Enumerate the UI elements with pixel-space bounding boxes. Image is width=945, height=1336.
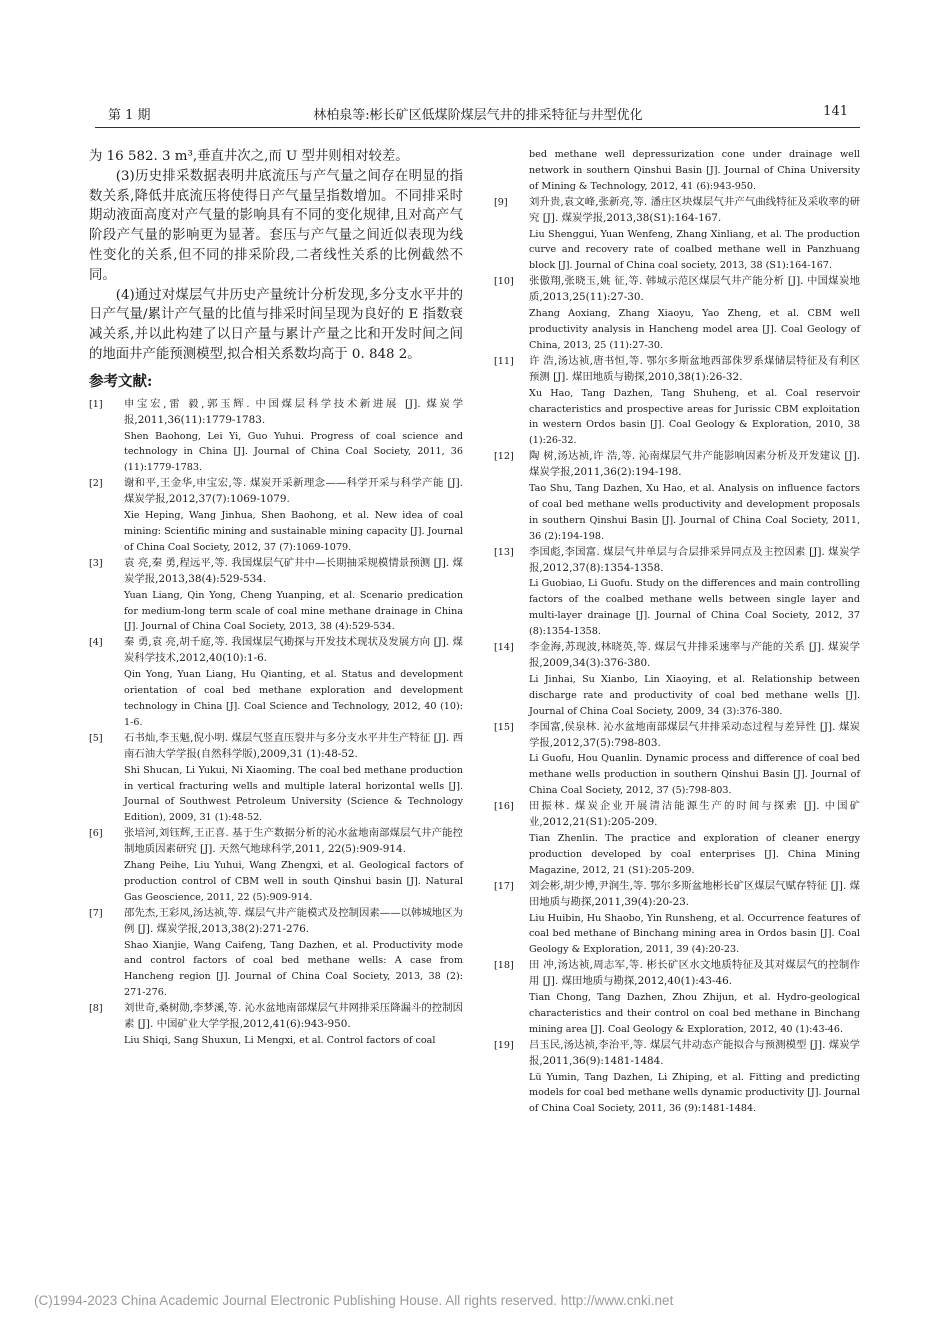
reference-text [529, 720, 860, 800]
header-rule [95, 127, 860, 128]
reference-entry [89, 731, 463, 826]
reference-text [124, 1001, 463, 1049]
reference-entry [89, 1001, 463, 1049]
reference-entry [494, 720, 860, 800]
reference-entry [494, 1038, 860, 1118]
reference-chinese: 张傲翔,张晓玉,姚 征,等. 韩城示范区煤层气井产能分析 [J]. 中国煤炭地质,2013,25(11):27-30. [529, 275, 860, 304]
reference-text [529, 449, 860, 544]
reference-number: [6] [89, 828, 103, 840]
reference-list-right [494, 195, 860, 1118]
reference-text [124, 556, 463, 636]
reference-text [529, 195, 860, 275]
reference-english: Shen Baohong, Lei Yi, Guo Yuhui. Progress of coal science and technology in China [J]. Journal of China Coal Society, 2011, 36 (11):1779-1783. [124, 430, 463, 474]
body-paragraph: (4)通过对煤层气井历史产量统计分析发现,多分支水平井的日产气量/累计产气量的比值与排采时间呈现为良好的 E 指数衰减关系,并以此构建了以日产量与累计产量之比和开发时间之间的地面井产能预测模型,拟合相关系数均高于 0. 848 2。 [89, 287, 463, 362]
reference-continuation: bed methane well depressurization cone under drainage well network in southern Qinshui Basin [J]. Journal of China University of Mining & Technology, 2012, 41 (6):943-950. [529, 149, 860, 192]
reference-english: Li Guofu, Hou Quanlin. Dynamic process and difference of coal bed methane wells production in southern Qinshui Basin [J]. Journal of China Coal Society, 2012, 37 (5):798-803. [529, 753, 860, 797]
reference-entry [494, 799, 860, 879]
reference-entry [494, 879, 860, 959]
reference-text [529, 545, 860, 640]
reference-chinese: 申宝宏,雷 毅,郭玉辉. 中国煤层科学技术新进展 [J]. 煤炭学报,2011,36(11):1779-1783. [124, 397, 463, 426]
reference-text [124, 635, 463, 730]
reference-number: [14] [494, 642, 514, 654]
reference-english: Liu Shiqi, Sang Shuxun, Li Mengxi, et al. Control factors of coal [124, 1035, 436, 1047]
reference-number: [10] [494, 276, 514, 288]
reference-chinese: 吕玉民,汤达祯,李治平,等. 煤层气井动态产能拟合与预测模型 [J]. 煤炭学报,2011,36(9):1481-1484. [529, 1038, 860, 1067]
reference-chinese: 秦 勇,袁 亮,胡千庭,等. 我国煤层气勘探与开发技术现状及发展方向 [J]. 煤炭科学技术,2012,40(10):1-6. [124, 636, 463, 665]
reference-number: [8] [89, 1003, 103, 1015]
reference-entry [494, 958, 860, 1038]
reference-english: Xie Heping, Wang Jinhua, Shen Baohong, et al. New idea of coal mining: Scientific mining and sustainable mining capacity [J]. Journal of China Coal Society, 2012, 37 (7):1069-1079. [124, 510, 463, 553]
reference-english: Liu Shenggui, Yuan Wenfeng, Zhang Xinliang, et al. The production curve and recovery rate of coalbed methane well in Panzhuang block [J]. Journal of China coal society, 2013, 38 (S1):164-167. [529, 228, 860, 272]
reference-entry [494, 545, 860, 640]
reference-chinese: 田振林. 煤炭企业开展清洁能源生产的时间与探索 [J]. 中国矿业,2012,21(S1):205-209. [529, 800, 860, 829]
reference-english: Li Guobiao, Li Guofu. Study on the differences and main controlling factors of the coalbed methane wells between single layer and multi-layer drainage [J]. Journal of China Coal Society, 2012, 37 (8):1354-1358. [529, 578, 860, 638]
reference-chinese: 田 冲,汤达祯,周志军,等. 彬长矿区水文地质特征及其对煤层气的控制作用 [J]. 煤田地质与勘探,2012,40(1):43-46. [529, 959, 860, 988]
reference-english: Shao Xianjie, Wang Caifeng, Tang Dazhen, et al. Productivity mode and control factors of coal bed methane wells: A case from Hancheng region [J]. Journal of China Coal Society, 2013, 38 (2): 271-276. [124, 939, 463, 999]
reference-number: [3] [89, 557, 103, 569]
reference-number: [5] [89, 732, 103, 744]
reference-entry [494, 274, 860, 354]
reference-text [124, 476, 463, 556]
reference-chinese: 李国富,侯泉林. 沁水盆地南部煤层气井排采动态过程与差异性 [J]. 煤炭学报,2012,37(5):798-803. [529, 720, 860, 749]
body-paragraph: (3)历史排采数据表明井底流压与产气量之间存在明显的指数关系,降低井底流压将使得日产气量呈指数增加。不同排采时期动液面高度对产气量的影响具有不同的变化规律,且对高产气阶段产气量的影响更为显著。套压与产气量之间近似表现为线性变化的关系,但不同的排采阶段,二者线性关系的比例截然不同。 [89, 168, 463, 283]
reference-entry [89, 476, 463, 556]
reference-number: [13] [494, 546, 514, 558]
issue-number: 第 1 期 [108, 108, 151, 123]
reference-entry [89, 826, 463, 906]
reference-chinese: 刘世奇,桑树勋,李梦溪,等. 沁水盆地南部煤层气井网排采压降漏斗的控制因素 [J]. 中国矿业大学学报,2012,41(6):943-950. [124, 1002, 463, 1031]
reference-text [529, 799, 860, 879]
reference-chinese: 邵先杰,王彩凤,汤达祯,等. 煤层气井产能模式及控制因素——以韩城地区为例 [J]. 煤炭学报,2013,38(2):271-276. [124, 906, 463, 935]
reference-entry [89, 635, 463, 730]
reference-english: Yuan Liang, Qin Yong, Cheng Yuanping, et al. Scenario predication for medium-long term scale of coal mine methane drainage in China [J]. Journal of China Coal Society, 2013, 38 (4):529-534. [124, 589, 463, 633]
reference-entry [494, 449, 860, 544]
running-header [108, 104, 848, 126]
reference-english: Li Jinhai, Su Xianbo, Lin Xiaoying, et al. Relationship between discharge rate and productivity of coal bed methane wells [J]. Journal of China Coal Society, 2009, 34 (3):376-380. [529, 673, 860, 717]
reference-english: Zhang Aoxiang, Zhang Xiaoyu, Yao Zheng, et al. CBM well productivity analysis in Hancheng model area [J]. Coal Geology of China, 2013, 25 (11):27-30. [529, 308, 860, 351]
reference-english: Qin Yong, Yuan Liang, Hu Qianting, et al. Status and development orientation of coal bed methane exploration and development technology in China [J]. Coal Science and Technology, 2012, 40 (10): 1-6. [124, 669, 463, 728]
reference-number: [16] [494, 801, 514, 813]
page-number: 141 [823, 104, 848, 119]
reference-text [529, 640, 860, 720]
reference-number: [9] [494, 196, 508, 208]
reference-entry [494, 640, 860, 720]
reference-number: [1] [89, 398, 103, 410]
reference-chinese: 谢和平,王金华,申宝宏,等. 煤炭开采新理念——科学开采与科学产能 [J]. 煤炭学报,2012,37(7):1069-1079. [124, 477, 463, 506]
body-paragraph: 为 16 582. 3 m³,垂直井次之,而 U 型井则相对较差。 [89, 149, 409, 164]
reference-english: Liu Huibin, Hu Shaobo, Yin Runsheng, et al. Occurrence features of coal bed methane of Binchang mining area in Ordos basin [J]. Coal Geology & Exploration, 2011, 39 (4):20-23. [529, 912, 860, 956]
reference-text [529, 354, 860, 449]
right-column [494, 147, 860, 1117]
reference-entry [494, 195, 860, 275]
reference-number: [15] [494, 721, 514, 733]
reference-english: Zhang Peihe, Liu Yuhui, Wang Zhengxi, et al. Geological factors of production control of CBM well in south Qinshui basin [J]. Natural Gas Geoscience, 2011, 22 (5):909-914. [124, 860, 463, 903]
reference-entry [494, 354, 860, 449]
reference-number: [2] [89, 478, 103, 490]
reference-number: [11] [494, 355, 514, 367]
reference-text [529, 274, 860, 354]
reference-text [529, 879, 860, 959]
reference-chinese: 石书灿,李玉魁,倪小明. 煤层气竖直压裂井与多分支水平井生产特征 [J]. 西南石油大学学报(自然科学版),2009,31 (1):48-52. [124, 731, 463, 760]
reference-text [529, 1038, 860, 1118]
reference-chinese: 陶 树,汤达祯,许 浩,等. 沁南煤层气井产能影响因素分析及开发建议 [J]. 煤炭学报,2011,36(2):194-198. [529, 450, 860, 479]
reference-chinese: 袁 亮,秦 勇,程远平,等. 我国煤层气矿井中—长期抽采规模情景预测 [J]. 煤炭学报,2013,38(4):529-534. [124, 556, 463, 585]
reference-chinese: 李金海,苏现波,林晓英,等. 煤层气井排采速率与产能的关系 [J]. 煤炭学报,2009,34(3):376-380. [529, 641, 860, 669]
references-heading: 参考文献: [89, 372, 153, 390]
reference-text [529, 958, 860, 1038]
left-column [89, 147, 463, 1049]
reference-english: Xu Hao, Tang Dazhen, Tang Shuheng, et al. Coal reservoir characteristics and prospective areas for Jurissic CBM exploitation in western Ordos basin [J]. Coal Geology & Exploration, 2010, 38 (1):26-32. [529, 387, 860, 447]
reference-chinese: 张培河,刘钰辉,王正喜. 基于生产数据分析的沁水盆地南部煤层气井产能控制地质因素研究 [J]. 天然气地球科学,2011, 22(5):909-914. [124, 827, 463, 856]
reference-english: Tian Chong, Tang Dazhen, Zhou Zhijun, et al. Hydro-geological characteristics and their control on coal bed methane in Binchang mining area [J]. Coal Geology & Exploration, 2012, 40 (1):43-46. [529, 992, 860, 1035]
reference-number: [18] [494, 960, 514, 972]
reference-chinese: 刘升贵,袁文峰,张新亮,等. 潘庄区块煤层气井产气曲线特征及采收率的研究 [J]. 煤炭学报,2013,38(S1):164-167. [529, 195, 860, 224]
reference-text [124, 731, 463, 826]
reference-number: [7] [89, 907, 103, 919]
copyright-footer: (C)1994-2023 China Academic Journal Electronic Publishing House. All rights reserved. http://www.cnki.net [34, 1293, 674, 1308]
reference-number: [12] [494, 451, 514, 463]
reference-chinese: 刘会彬,胡少博,尹润生,等. 鄂尔多斯盆地彬长矿区煤层气赋存特征 [J]. 煤田地质与勘探,2011,39(4):20-23. [529, 879, 860, 908]
reference-entry [89, 906, 463, 1001]
reference-text [124, 826, 463, 906]
running-title: 林柏泉等:彬长矿区低煤阶煤层气井的排采特征与井型优化 [313, 108, 643, 123]
reference-list-left [89, 397, 463, 1049]
reference-number: [4] [89, 637, 103, 649]
reference-chinese: 许 浩,汤达祯,唐书恒,等. 鄂尔多斯盆地西部侏罗系煤储层特征及有利区预测 [J]. 煤田地质与勘探,2010,38(1):26-32. [529, 354, 860, 383]
reference-english: Tao Shu, Tang Dazhen, Xu Hao, et al. Analysis on influence factors of coal bed methane wells productivity and development proposals in southern Qinshui Basin [J]. Journal of China Coal Society, 2011, 36 (2):194-198. [529, 483, 860, 542]
reference-entry [89, 556, 463, 636]
reference-number: [17] [494, 880, 514, 892]
reference-chinese: 李国彪,李国富. 煤层气井单层与合层排采异同点及主控因素 [J]. 煤炭学报,2012,37(8):1354-1358. [529, 545, 860, 574]
reference-english: Shi Shucan, Li Yukui, Ni Xiaoming. The coal bed methane production in vertical fracturing wells and multiple lateral horizontal wells [J]. Journal of Southwest Petroleum University (Science & Technology Edition), 2009, 31 (1):48-52. [124, 764, 463, 824]
reference-english: Tian Zhenlin. The practice and exploration of cleaner energy production developed by coal enterprises [J]. China Mining Magazine, 2012, 21 (S1):205-209. [529, 832, 860, 876]
reference-number: [19] [494, 1039, 514, 1051]
reference-entry [89, 397, 463, 477]
reference-text [124, 906, 463, 1001]
reference-text [124, 397, 463, 477]
reference-english: Lü Yumin, Tang Dazhen, Li Zhiping, et al. Fitting and predicting models for coal bed methane wells dynamic productivity [J]. Journal of China Coal Society, 2011, 36 (9):1481-1484. [529, 1071, 860, 1115]
